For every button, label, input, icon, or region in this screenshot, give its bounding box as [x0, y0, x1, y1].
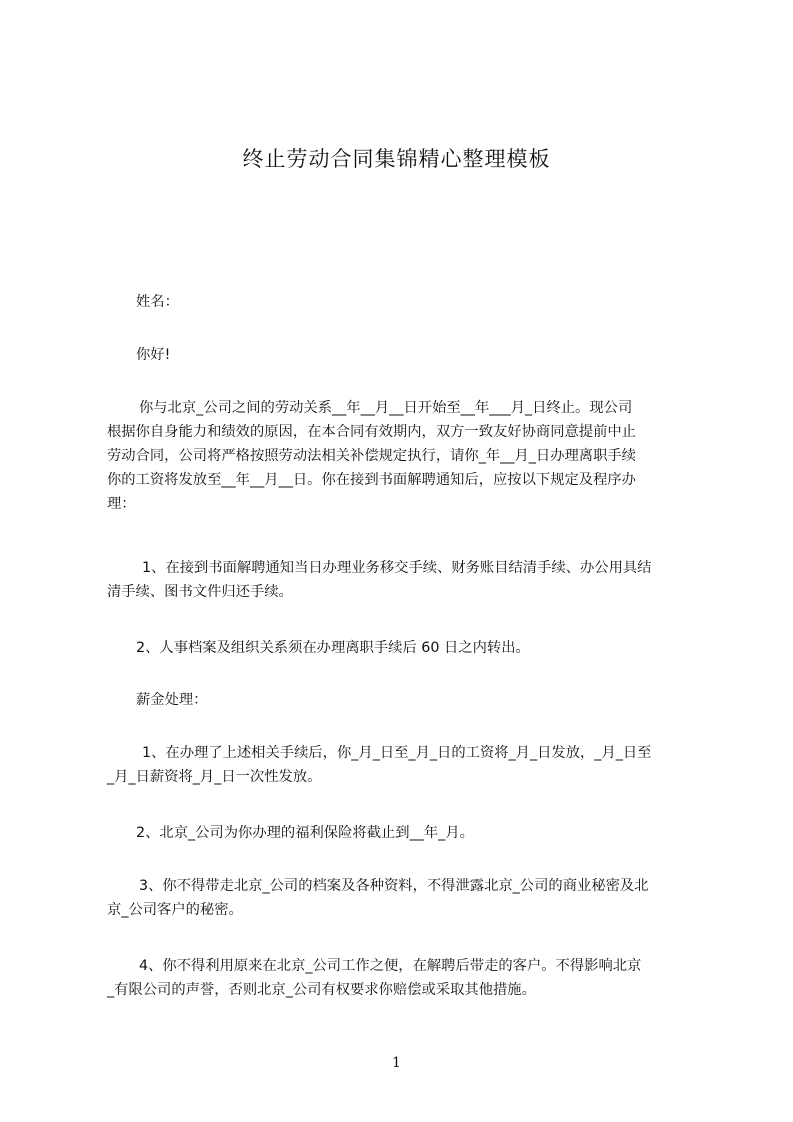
salary-line: 京_公司客户的秘密。: [107, 902, 243, 918]
greeting: 你好!: [136, 347, 171, 363]
salary-line: 2、北京_公司为你办理的福利保险将截止到__年_月。: [136, 825, 474, 841]
salary-item-4: [107, 954, 641, 1002]
procedure-line: 2、人事档案及组织关系须在办理离职手续后 60 日之内转出。: [136, 640, 530, 656]
salary-line: 1、在办理了上述相关手续后，你_月_日至_月_日的工资将_月_日发放，_月_日至: [142, 745, 652, 761]
document-title: 终止劳动合同集锦精心整理模板: [242, 147, 551, 171]
intro-line: 你与北京_公司之间的劳动关系__年__月__日开始至__年___月_日终止。现公司: [139, 400, 633, 416]
salary-item-1: [107, 741, 651, 789]
salary-item-3: [107, 874, 648, 922]
intro-line: 你的工资将发放至__年__月__日。你在接到书面解聘通知后，应按以下规定及程序办: [107, 472, 636, 488]
salary-line: 3、你不得带走北京_公司的档案及各种资料，不得泄露北京_公司的商业秘密及北: [139, 878, 649, 894]
procedure-line: 清手续、图书文件归还手续。: [107, 584, 293, 600]
intro-line: 理：: [107, 496, 136, 512]
intro-line: 劳动合同，公司将严格按照劳动法相关补偿规定执行，请你_年__月_日办理离职手续: [107, 448, 636, 464]
salary-item-2: [136, 821, 474, 845]
salary-heading: 薪金处理：: [136, 692, 208, 708]
salutation-name: 姓名：: [136, 294, 179, 310]
intro-paragraph: [107, 396, 636, 516]
salary-line: _有限公司的声誉，否则北京_公司有权要求你赔偿或采取其他措施。: [107, 982, 536, 998]
procedure-item-1: [107, 556, 651, 604]
salary-line: 4、你不得利用原来在北京_公司工作之便，在解聘后带走的客户。不得影响北京: [139, 958, 642, 974]
intro-line: 根据你自身能力和绩效的原因，在本合同有效期内，双方一致友好协商同意提前中止: [107, 424, 636, 440]
procedure-line: 1、在接到书面解聘通知当日办理业务移交手续、财务账目结清手续、办公用具结: [142, 560, 652, 576]
procedure-item-2: [136, 636, 530, 660]
page-number: 1: [392, 1055, 401, 1071]
salary-line: _月_日薪资将_月_日一次性发放。: [107, 769, 322, 785]
